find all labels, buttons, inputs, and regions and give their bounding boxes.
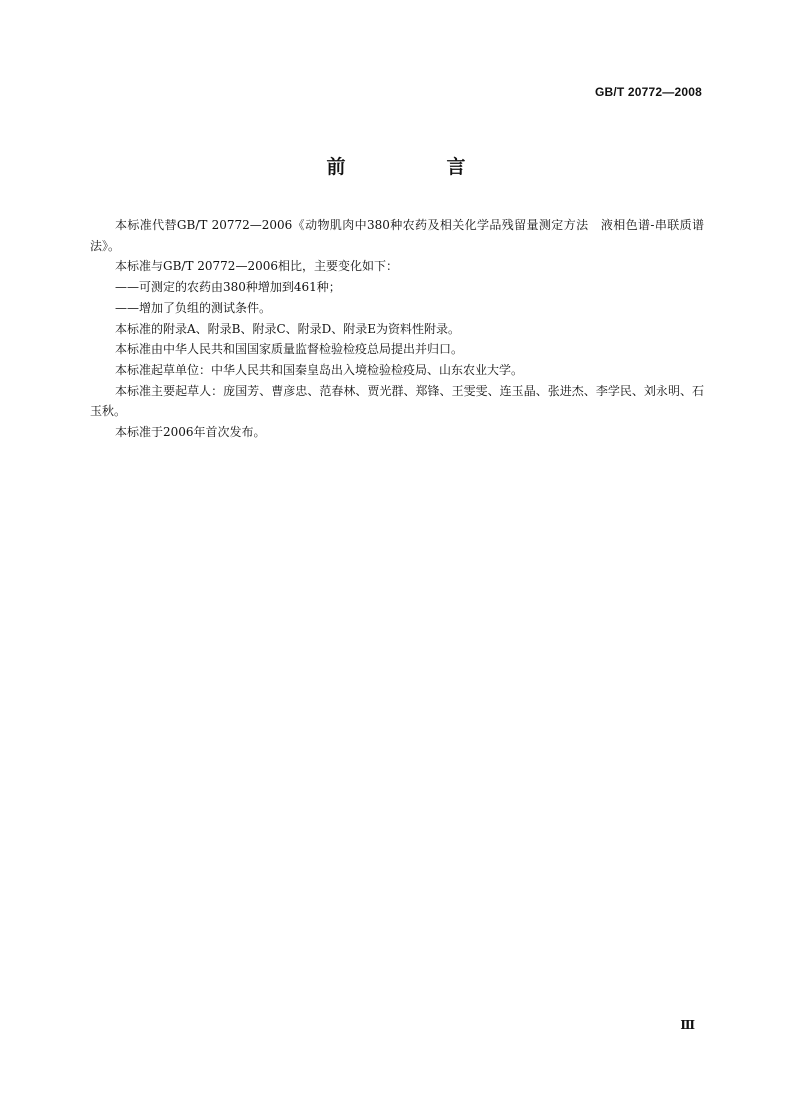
list-item-negative-mode: ——增加了负组的测试条件。 bbox=[115, 300, 272, 315]
list-item-pesticide-count: ——可测定的农药由380种增加到461种； bbox=[115, 280, 341, 295]
page-title: 前 言 bbox=[326, 156, 507, 178]
standard-code: GB/T 20772—2008 bbox=[594, 85, 702, 99]
paragraph-first-release: 本标准于2006年首次发布。 bbox=[115, 425, 266, 440]
paragraph-proposer: 本标准由中华人民共和国国家质量监督检验检疫总局提出并归口。 bbox=[115, 342, 464, 357]
paragraph-changes-intro: 本标准与GB/T 20772—2006相比，主要变化如下： bbox=[115, 259, 398, 274]
paragraph-drafters: 本标准主要起草人：庞国芳、曹彦忠、范春林、贾光群、郑锋、王雯雯、连玉晶、张进杰、李学民、刘永明、石玉秋。 bbox=[90, 383, 704, 419]
paragraph-drafting-units: 本标准起草单位：中华人民共和国秦皇岛出入境检验检疫局、山东农业大学。 bbox=[115, 362, 524, 377]
foreword-body bbox=[90, 215, 704, 443]
paragraph-replaces: 本标准代替GB/T 20772—2006《动物肌肉中380种农药及相关化学品残留量测定方法 液相色谱-串联质谱法》。 bbox=[90, 218, 704, 253]
paragraph-annexes: 本标准的附录A、附录B、附录C、附录D、附录E为资料性附录。 bbox=[115, 321, 461, 336]
page-number: Ⅲ bbox=[680, 1018, 695, 1032]
